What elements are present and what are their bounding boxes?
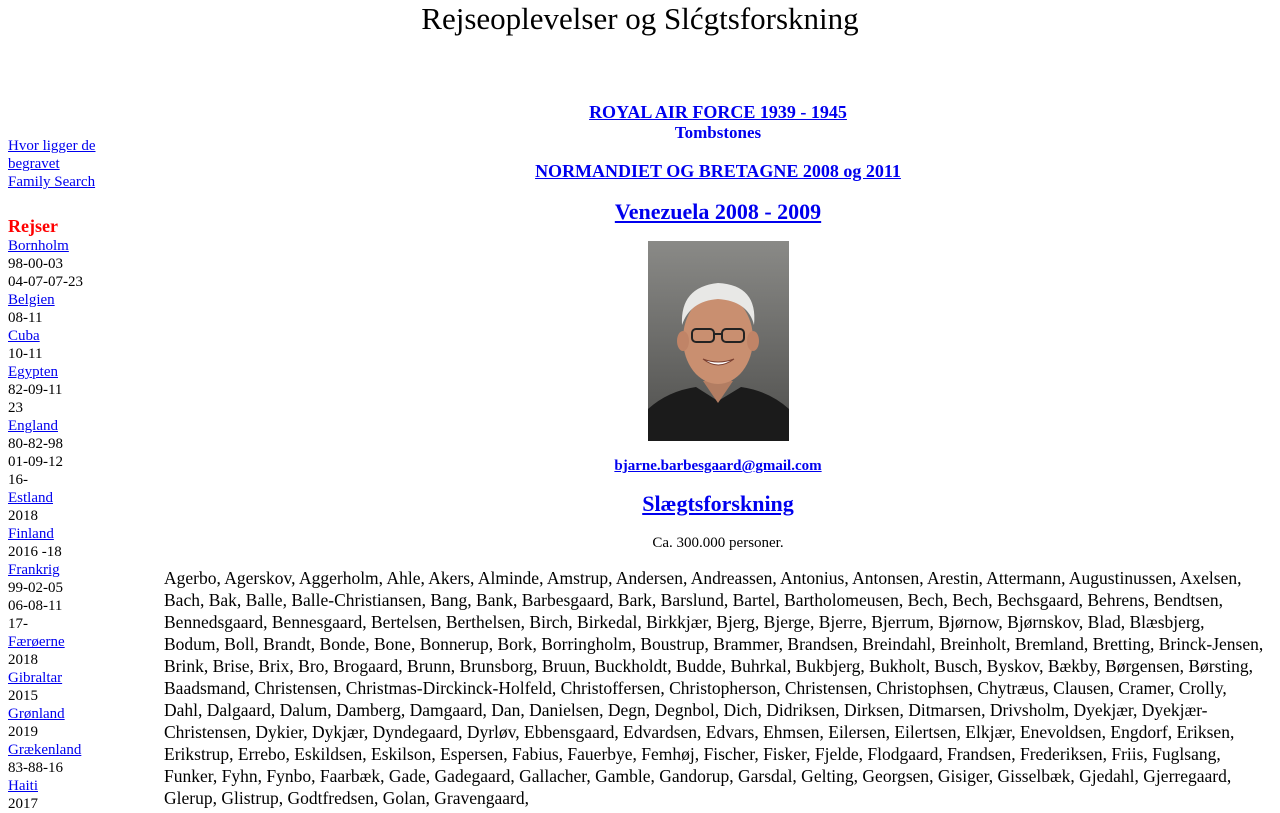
trip-link[interactable]: Haiti	[8, 778, 38, 794]
trip-link[interactable]: Gibraltar	[8, 670, 63, 686]
trip-dates: 80-82-98	[8, 436, 63, 452]
portrait-illustration	[648, 241, 789, 441]
trip-link[interactable]: England	[8, 418, 58, 434]
raf-subtitle: Tombstones	[674, 123, 762, 142]
trip-dates: 2018	[8, 508, 38, 524]
trip-link[interactable]: Cuba	[8, 328, 40, 344]
trip-dates: 83-88-16	[8, 760, 63, 776]
raf-link[interactable]: ROYAL AIR FORCE 1939 - 1945	[589, 102, 847, 122]
trip-dates: 99-02-05	[8, 580, 63, 596]
trip-dates: 10-11	[8, 346, 43, 362]
trip-link[interactable]: Færøerne	[8, 634, 65, 650]
trip-dates: 98-00-03	[8, 256, 63, 272]
trip-dates: 16-	[8, 472, 28, 488]
person-count: Ca. 300.000 personer.	[652, 535, 784, 551]
sidebar-link-family-search[interactable]: Family Search	[8, 174, 96, 190]
sidebar-heading-travels: Rejser	[8, 216, 58, 236]
trip-dates: 06-08-11	[8, 598, 63, 614]
trip-dates: 2016 -18	[8, 544, 62, 560]
trip-link[interactable]: Egypten	[8, 364, 58, 380]
trip-dates: 82-09-11	[8, 382, 63, 398]
trip-dates: 17-	[8, 616, 28, 632]
trip-link[interactable]: Grønland	[8, 706, 65, 722]
genealogy-link[interactable]: Slægtsforskning	[642, 491, 794, 516]
trip-dates: 04-07-07-23	[8, 274, 83, 290]
portrait-photo	[648, 241, 789, 441]
trip-dates: 2019	[8, 724, 38, 740]
trip-dates: 01-09-12	[8, 454, 63, 470]
normandiet-link[interactable]: NORMANDIET OG BRETAGNE 2008 og 2011	[535, 161, 901, 181]
trip-list	[8, 237, 138, 813]
trip-dates: 08-11	[8, 310, 43, 326]
trip-dates: 2018	[8, 652, 38, 668]
trip-link[interactable]: Estland	[8, 490, 53, 506]
trip-dates: 2017	[8, 796, 38, 812]
email-link[interactable]: bjarne.barbesgaard@gmail.com	[614, 458, 822, 474]
trip-link[interactable]: Frankrig	[8, 562, 60, 578]
sidebar	[8, 137, 138, 813]
trip-link[interactable]: Grækenland	[8, 742, 82, 758]
surname-list: Agerbo, Agerskov, Aggerholm, Ahle, Akers, Alminde, Amstrup, Andersen, Andreassen, Antonius, Antonsen, Arestin, Attermann, Augustinussen, Axelsen, Bach, Bak, Balle, Balle-Christiansen, Bang, Bank, Barbesgaard, Bark, Barslund, Bartel, Bartholomeusen, Bech, Bech, Bechsgaard, Behrens, Bendtsen, Bennedsgaard, Bennesgaard, Bertelsen, Berthelsen, Birch, Birkedal, Birkkjær, Bjerg, Bjerge, Bjerre, Bjerrum, Bjørnow, Bjørnskov, Blad, Blæsbjerg, Bodum, Boll, Brandt, Bonde, Bone, Bonnerup, Bork, Borringholm, Boustrup, Brammer, Brandsen, Breindahl, Breinholt, Bremland, Bretting, Brinck-Jensen, Brink, Brise, Brix, Bro, Brogaard, Brunn, Brunsborg, Bruun, Buckholdt, Budde, Buhrkal, Bukbjerg, Bukholt, Busch, Byskov, Bækby, Børgensen, Børsting, Baadsmand, Christensen, Christmas-Dirckinck-Holfeld, Christoffersen, Christopherson, Christensen, Christophsen, Chytræus, Clausen, Cramer, Crolly, Dahl, Dalgaard, Dalum, Damberg, Damgaard, Dan, Danielsen, Degn, Degnbol, Dich, Didriksen, Dirksen, Ditmarsen, Drivsholm, Dyekjær, Dyekjær-Christensen, Dykier, Dykjær, Dyndegaard, Dyrløv, Ebbensgaard, Edvardsen, Edvars, Ehmsen, Eilersen, Eilertsen, Elkjær, Enevoldsen, Engdorf, Eriksen, Erikstrup, Errebo, Eskildsen, Eskilson, Espersen, Fabius, Fauerbye, Femhøj, Fischer, Fisker, Fjelde, Flodgaard, Frandsen, Frederiksen, Friis, Fuglsang, Funker, Fyhn, Fynbo, Faarbæk, Gade, Gadegaard, Gallacher, Gamble, Gandorup, Garsdal, Gelting, Georgsen, Gisiger, Gisselbæk, Gjedahl, Gjerregaard, Glerup, Glistrup, Godtfredsen, Golan, Gravengaard,	[164, 568, 1264, 808]
site-title: Rejseoplevelser og Slćgtsforskning	[421, 1, 859, 36]
trip-dates: 23	[8, 400, 23, 416]
trip-link[interactable]: Belgien	[8, 292, 55, 308]
sidebar-link-burial-places[interactable]: Hvor ligger de begravet	[8, 138, 96, 172]
trip-dates: 2015	[8, 688, 38, 704]
trip-link[interactable]: Bornholm	[8, 238, 69, 254]
venezuela-link[interactable]: Venezuela 2008 - 2009	[614, 199, 822, 224]
trip-link[interactable]: Finland	[8, 526, 54, 542]
